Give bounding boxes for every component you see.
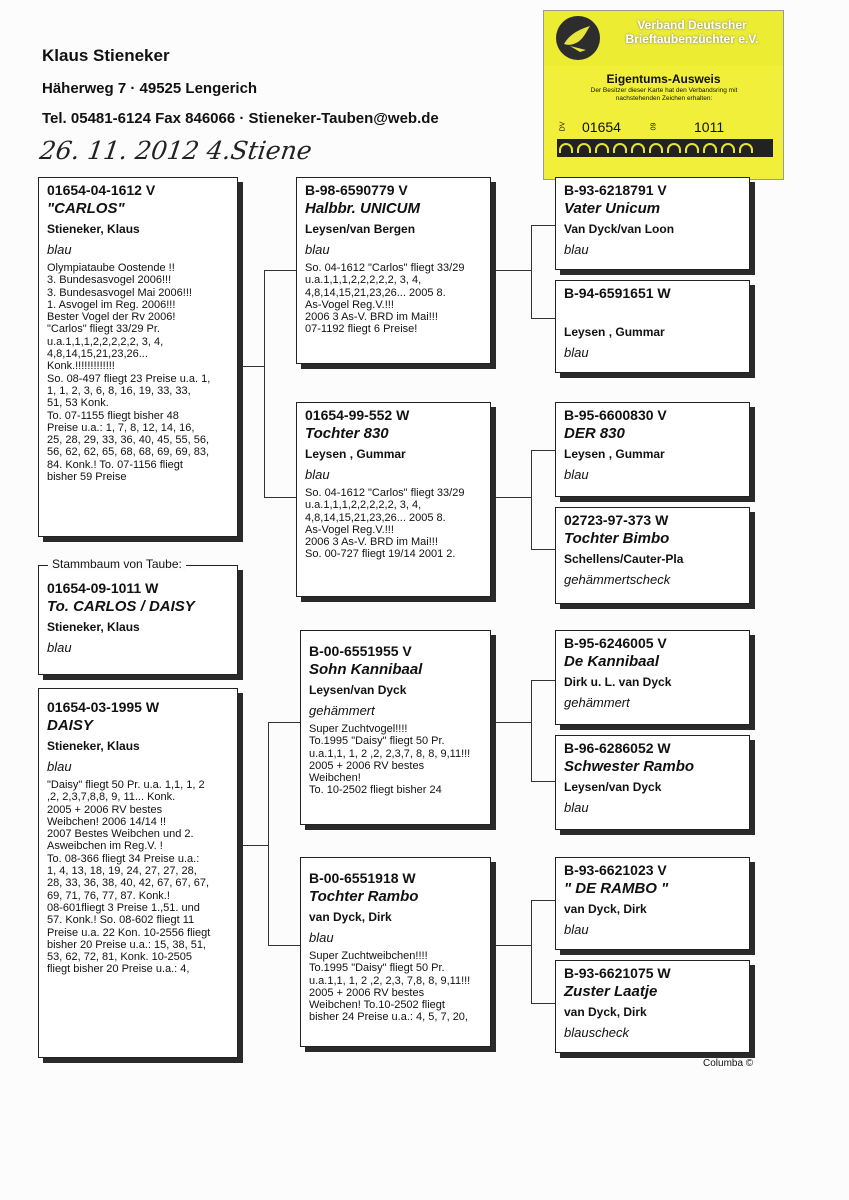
- breeder: Leysen , Gummar: [564, 447, 665, 461]
- pigeon-name: Tochter 830: [305, 425, 389, 442]
- pigeon-color: blau: [564, 922, 589, 937]
- breeder: Leysen , Gummar: [564, 325, 665, 339]
- pedigree-card-father: [38, 177, 238, 537]
- breeder: Stieneker, Klaus: [47, 739, 140, 753]
- pedigree-card-fmf: [555, 402, 750, 497]
- pigeon-color: blau: [305, 242, 330, 257]
- pigeon-name: Halbbr. UNICUM: [305, 200, 421, 217]
- pigeon-name: DAISY: [47, 717, 93, 734]
- pigeon-name: Schwester Rambo: [564, 758, 695, 775]
- pigeon-color: blau: [47, 759, 72, 774]
- footer-credit: Columba ©: [703, 1058, 754, 1069]
- pigeon-name: To. CARLOS / DAISY: [47, 598, 195, 615]
- breeder: Leysen/van Bergen: [305, 222, 416, 236]
- pigeon-color: blau: [47, 242, 72, 257]
- pigeon-name: De Kannibaal: [564, 653, 660, 670]
- pigeon-name: Tochter Bimbo: [564, 530, 670, 547]
- owner-address: Häherweg 7 · 49525 Lengerich: [42, 80, 258, 97]
- pigeon-name: Sohn Kannibaal: [309, 661, 423, 678]
- breeder: Schellens/Cauter-Pla: [564, 552, 684, 566]
- card-dv: DV: [559, 121, 567, 132]
- ring-number: 01654-04-1612 V: [47, 182, 156, 198]
- owner-name: Klaus Stieneker: [42, 46, 170, 65]
- ring-number: 01654-09-1011 W: [47, 580, 159, 596]
- performance-notes: Super Zuchtweibchen!!!! To.1995 "Daisy" fliegt 50 Pr. u.a.1,1, 1, 2 ,2, 2,3, 7,8, 8, 9,11!!! 2005 + 2006 RV bestes Weibchen! To.10-2502 fliegt bisher 24 Preise u.a.: 4, 5, 7, 20,: [309, 950, 471, 1024]
- ring-number: B-93-6218791 V: [564, 182, 667, 198]
- pigeon-name: Tochter Rambo: [309, 888, 419, 905]
- pigeon-name: "CARLOS": [47, 200, 125, 217]
- ring-number: 02723-97-373 W: [564, 512, 669, 528]
- subject-label: Stammbaum von Taube:: [48, 557, 186, 571]
- ownership-card: [543, 10, 784, 180]
- pigeon-color: gehämmertscheck: [564, 572, 671, 587]
- performance-notes: "Daisy" fliegt 50 Pr. u.a. 1,1, 1, 2 ,2, 2,3,7,8,8, 9, 11... Konk. 2005 + 2006 RV bestes Weibchen! 2006 14/14 !! 2007 Bestes Weibchen und 2. Asweibchen im Reg.V. ! To. 08-366 fliegt 34 Preise u.a.: 1, 4, 13, 18, 19, 24, 27, 27, 28, 28, 33, 36, 38, 40, 42, 67, 67, 67, 69, 71, 76, 77, 87. Konk.! 08-601fliegt 3 Preise 1.,51. und 57. Konk.! So. 08-602 fliegt 11 Preise u.a. 22 Kon. 10-2556 fliegt bisher 20 Preise u.a.: 15, 38, 51, 53, 62, 72, 81, Konk. 10-2505 fliegt bisher 20 Preise u.a.: 4,: [47, 779, 211, 976]
- card-number: 01654: [582, 119, 621, 135]
- card-title: Eigentums-Ausweis: [606, 72, 721, 86]
- pedigree-card-fff: [555, 177, 750, 270]
- pedigree-card-mmm: [555, 960, 750, 1053]
- breeder: van Dyck, Dirk: [309, 910, 392, 924]
- pedigree-card-mf: [300, 630, 491, 825]
- card-text: Der Besitzer dieser Karte hat den Verbandsring mit nachstehenden Zeichen erhalten:: [584, 87, 744, 103]
- pigeon-color: gehämmert: [309, 703, 375, 718]
- performance-notes: Super Zuchtvogel!!!! To.1995 "Daisy" fliegt 50 Pr. u.a.1,1, 1, 2 ,2, 2,3,7, 8, 8, 9,11!!! 2005 + 2006 RV bestes Weibchen! To. 10-2502 fliegt bisher 24: [309, 723, 471, 797]
- breeder: van Dyck, Dirk: [564, 1005, 647, 1019]
- pedigree-card-mother: [38, 688, 238, 1058]
- ring-number: 01654-03-1995 W: [47, 699, 160, 715]
- pedigree-card-fm: [296, 402, 491, 597]
- card-pattern-strip: [557, 139, 773, 157]
- pigeon-name: " DE RAMBO ": [564, 880, 669, 897]
- pigeon-color: blau: [47, 640, 72, 655]
- breeder: Stieneker, Klaus: [47, 222, 140, 236]
- performance-notes: So. 04-1612 "Carlos" fliegt 33/29 u.a.1,1,1,2,2,2,2,2, 3, 4, 4,8,14,15,21,23,26... 2005 8. As-Vogel Reg.V.!!! 2006 3 As-V. BRD im Mai!!! 07-1192 fliegt 6 Preise!: [305, 262, 465, 336]
- dove-logo-icon: [556, 16, 600, 60]
- breeder: Dirk u. L. van Dyck: [564, 675, 672, 689]
- pigeon-color: gehämmert: [564, 695, 630, 710]
- ring-number: B-96-6286052 W: [564, 740, 671, 756]
- ring-number: B-95-6246005 V: [564, 635, 667, 651]
- performance-notes: Olympiataube Oostende !! 3. Bundesasvogel 2006!!! 3. Bundesasvogel Mai 2006!!! 1. Asvogel im Reg. 2006!!! Bester Vogel der Rv 2006! "Carlos" fliegt 33/29 Pr. u.a.1,1,1,2,2,2,2,2, 3, 4, 4,8,14,15,21,23,26... Konk.!!!!!!!!!!!!! So. 08-497 fliegt 23 Preise u.a. 1, 1, 1, 2, 3, 6, 8, 16, 19, 33, 33, 51, 53 Konk. To. 07-1155 fliegt bisher 48 Preise u.a.: 1, 7, 8, 12, 14, 16, 25, 28, 29, 33, 36, 40, 45, 55, 56, 56, 62, 62, 65, 68, 68, 69, 69, 83, 84. Konk.! To. 07-1156 fliegt bisher 59 Preise: [47, 262, 211, 484]
- ring-number: 01654-99-552 W: [305, 407, 410, 423]
- pigeon-name: DER 830: [564, 425, 625, 442]
- pigeon-color: blau: [564, 467, 589, 482]
- owner-contact: Tel. 05481-6124 Fax 846066 · Stieneker-Tauben@web.de: [42, 110, 439, 127]
- pigeon-color: blauscheck: [564, 1025, 630, 1040]
- pigeon-color: blau: [564, 242, 589, 257]
- breeder: Leysen , Gummar: [305, 447, 406, 461]
- pedigree-card-subject: [38, 565, 238, 675]
- pigeon-color: blau: [305, 467, 330, 482]
- ring-number: B-93-6621023 V: [564, 862, 667, 878]
- card-year: 09: [650, 122, 658, 131]
- ring-number: B-95-6600830 V: [564, 407, 667, 423]
- pigeon-color: blau: [564, 800, 589, 815]
- pigeon-name: Zuster Laatje: [564, 983, 658, 1000]
- breeder: Leysen/van Dyck: [564, 780, 662, 794]
- pigeon-color: blau: [564, 345, 589, 360]
- ring-number: B-00-6551918 W: [309, 870, 416, 886]
- pedigree-card-ffm: [555, 280, 750, 373]
- ring-number: B-93-6621075 W: [564, 965, 671, 981]
- pedigree-card-fmm: [555, 507, 750, 604]
- pedigree-card-ff: [296, 177, 491, 364]
- ring-number: B-00-6551955 V: [309, 643, 412, 659]
- card-ring: 1011: [694, 119, 725, 135]
- pedigree-card-mff: [555, 630, 750, 725]
- card-org: Verband Deutscher Brieftaubenzüchter e.V.: [625, 18, 759, 46]
- performance-notes: So. 04-1612 "Carlos" fliegt 33/29 u.a.1,1,1,2,2,2,2,2, 3, 4, 4,8,14,15,21,23,26... 2005 8. As-Vogel Reg.V.!!! 2006 3 As-V. BRD im Mai!!! So. 00-727 fliegt 19/14 2001 2.: [305, 487, 465, 561]
- ring-number: B-98-6590779 V: [305, 182, 408, 198]
- breeder: van Dyck, Dirk: [564, 902, 647, 916]
- pedigree-card-mm: [300, 857, 491, 1047]
- ring-number: B-94-6591651 W: [564, 285, 671, 301]
- pedigree-card-mfm: [555, 735, 750, 830]
- pedigree-card-mmf: [555, 857, 750, 950]
- pigeon-color: blau: [309, 930, 334, 945]
- breeder: Leysen/van Dyck: [309, 683, 407, 697]
- breeder: Van Dyck/van Loon: [564, 222, 675, 236]
- pigeon-name: Vater Unicum: [564, 200, 661, 217]
- breeder: Stieneker, Klaus: [47, 620, 140, 634]
- pigeon-name: [564, 302, 741, 322]
- handwritten-date-signature: 26. 11. 2012 4.Stiene: [37, 136, 314, 165]
